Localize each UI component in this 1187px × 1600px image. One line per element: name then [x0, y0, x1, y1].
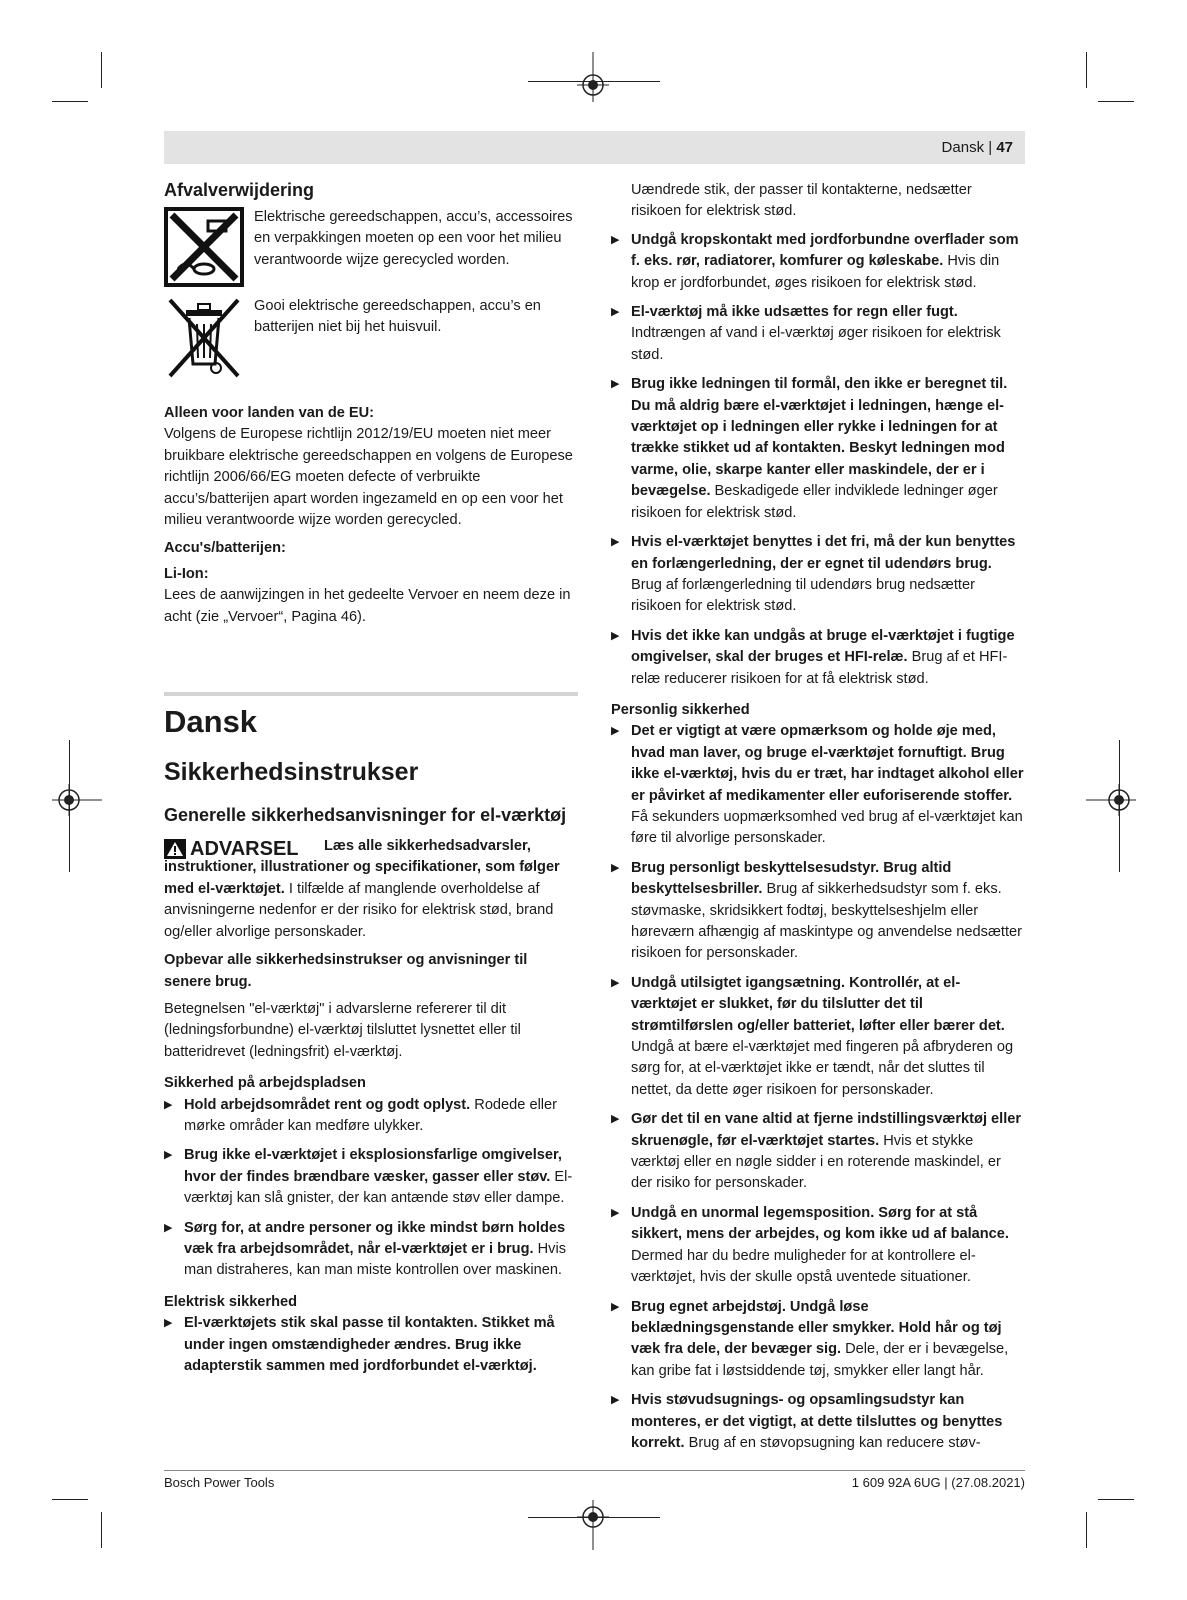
- liion-text: Lees de aanwijzingen in het gedeelte Vervoer en neem deze in acht (zie „Vervoer“, Pagina 46).: [164, 587, 571, 625]
- crop-mark: [101, 52, 102, 88]
- continuation-text: Uændrede stik, der passer til kontakterne, nedsætter risikoen for elektrisk stød.: [631, 182, 972, 220]
- page-header: Dansk | 47: [164, 131, 1025, 164]
- list-item: ▶ Hvis støvudsugnings- og opsamlingsudstyr kan monteres, er det vigtigt, at dette tilsluttes og benyttes korrekt. Brug af en støvopsugning kan reducere støv-: [611, 1390, 1025, 1454]
- crop-mark: [52, 101, 88, 102]
- list-item: ▶ Det er vigtigt at være opmærksom og holde øje med, hvad man laver, og bruge el-værktøjet fornuftigt. Brug ikke el-værktøj, hvis du er træt, har indtaget alkohol eller er påvirket af medikamenter eller euforiserende stoffer. Få sekunders uopmærksomhed ved brug af el-værktøjet kan føre til alvorlige personskader.: [611, 721, 1025, 849]
- warning-bold: Læs alle sikkerhedsadvarsler, instruktioner, illustrationer og specifikationer, som følger med el-værktøjet.: [164, 838, 560, 897]
- list-item: ▶ Brug egnet arbejdstøj. Undgå løse beklædningsgenstande eller smykker. Hold hår og tøj væk fra dele, der bevæger sig. Dele, der er i bevægelse, kan gribe fat i løstsiddende tøj, smykker eller langt hår.: [611, 1297, 1025, 1383]
- personal-heading: Personlig sikkerhed: [611, 701, 750, 718]
- keep-instructions: Opbevar alle sikkerhedsinstrukser og anvisninger til senere brug.: [164, 952, 528, 990]
- registration-mark-icon: [1086, 784, 1136, 816]
- registration-mark-icon: [577, 1500, 609, 1550]
- eu-heading: Alleen voor landen van de EU:: [164, 405, 375, 421]
- disposal-text-1: Elektrische gereedschappen, accu’s, accessoires en verpakkingen moeten op een voor het milieu verantwoorde wijze gerecycled worden.: [254, 209, 573, 268]
- safety-title: Sikkerhedsinstrukser: [164, 758, 419, 787]
- term-text: Betegnelsen "el-værktøj" i advarslerne refererer til dit (ledningsforbundne) el-værktøj tilsluttet lysnettet eller til batteridrevet (ledningsfrit) el-værktøj.: [164, 1000, 521, 1060]
- workplace-heading: Sikkerhed på arbejdspladsen: [164, 1075, 366, 1092]
- list-item: ▶ Brug ikke ledningen til formål, den ikke er beregnet til. Du må aldrig bære el-værktøjet i ledningen, hænge el-værktøjet op i ledningen eller rykke i ledningen for at trække stikket ud af kontakten. Beskyt ledningen mod varme, olie, skarpe kanter eller maskindele, der er i bevægelse. Beskadigede eller indviklede ledninger øger risikoen for elektrisk stød.: [611, 374, 1025, 524]
- crop-mark: [101, 1512, 102, 1548]
- language-title: Dansk: [164, 704, 258, 740]
- registration-mark-icon: [577, 52, 609, 102]
- crossed-bin-icon: [164, 296, 244, 380]
- battery-heading: Accu's/batterijen:: [164, 540, 286, 557]
- general-safety-title: Generelle sikkerhedsanvisninger for el-værktøj: [164, 805, 567, 826]
- list-item: ▶ Brug ikke el-værktøjet i eksplosionsfarlige omgivelser, hvor der findes brændbare væsker, gasser eller støv. El-værktøj kan slå gnister, der kan antænde støv eller dampe.: [164, 1145, 578, 1209]
- registration-mark-icon: [52, 784, 102, 816]
- crop-mark: [1098, 1499, 1134, 1500]
- list-item: ▶ El-værktøjets stik skal passe til kontakten. Stikket må under ingen omstændigheder ændres. Brug ikke adapterstik sammen med jordforbundet el-værktøj.: [164, 1313, 578, 1377]
- list-item: ▶ Undgå utilsigtet igangsætning. Kontrollér, at el-værktøjet er slukket, før du tilslutter det til strømtilførslen og/eller batteriet, løfter eller bærer det. Undgå at bære el-værktøjet med fingeren på afbryderen og sørg for, at el-værktøjet ikke er tændt, når det sluttes til nettet, da dette øger risikoen for personskader.: [611, 973, 1025, 1101]
- warning-text: I tilfælde af manglende overholdelse af anvisningerne nedenfor er der risiko for elektrisk stød, brand og/eller alvorlige personskader.: [164, 880, 554, 940]
- list-item: ▶ Undgå kropskontakt med jordforbundne overflader som f. eks. rør, radiatorer, komfurer og køleskabe. Hvis din krop er jordforbundet, øges risikoen for elektrisk stød.: [611, 230, 1025, 294]
- disposal-text-2: Gooi elektrische gereedschappen, accu’s en batterijen niet bij het huisvuil.: [254, 298, 541, 336]
- crop-mark: [52, 1499, 88, 1500]
- list-item: ▶ Gør det til en vane altid at fjerne indstillingsværktøj eller skruenøgle, før el-værktøjet startes. Hvis et stykke værktøj eller en nøgle sidder i en roterende maskindel, er der risiko for personskader.: [611, 1109, 1025, 1195]
- list-item: ▶ Brug personligt beskyttelsesudstyr. Brug altid beskyttelsesbriller. Brug af sikkerhedsudstyr som f. eks. støvmaske, skridsikkert fodtøj, beskyttelseshjelm eller høreværn afhængig af maskintype og anvendelse nedsætter risikoen for personskader.: [611, 858, 1025, 965]
- warning-icon: [164, 839, 186, 859]
- header-section: Dansk: [941, 139, 985, 156]
- crop-mark: [1098, 101, 1134, 102]
- eu-text: Volgens de Europese richtlijn 2012/19/EU moeten niet meer bruikbare elektrische gereedschappen en volgens de Europese richtlijn 2006/66/EG moeten defecte of verbruikte accu’s/batterijen apart worden ingezameld en op een voor het milieu verantwoorde wijze worden gerecycled.: [164, 426, 573, 529]
- left-column: [164, 180, 578, 1385]
- list-item: ▶ Sørg for, at andre personer og ikke mindst børn holdes væk fra arbejdsområdet, når el-værktøjet er i brug. Hvis man distraheres, kan man miste kontrollen over maskinen.: [164, 1218, 578, 1282]
- list-item: ▶ Undgå en unormal legemsposition. Sørg for at stå sikkert, mens der arbejdes, og kom ikke ud af balance. Dermed har du bedre muligheder for at kontrollere el-værktøjet, hvis der skulle opstå uventede situationer.: [611, 1203, 1025, 1289]
- crop-mark: [69, 740, 70, 872]
- right-column: [611, 180, 1025, 1462]
- disposal-heading: Afvalverwijdering: [164, 180, 315, 200]
- list-item: ▶ Hvis det ikke kan undgås at bruge el-værktøjet i fugtige omgivelser, skal der bruges et HFI-relæ. Brug af et HFI-relæ reducerer risikoen for at få elektrisk stød.: [611, 626, 1025, 690]
- page-number: 47: [996, 139, 1013, 156]
- list-item: ▶ El-værktøj må ikke udsættes for regn eller fugt. Indtrængen af vand i el-værktøj øger risikoen for elektrisk stød.: [611, 302, 1025, 366]
- liion-heading: Li-Ion:: [164, 565, 209, 582]
- page-footer: [164, 1470, 1025, 1490]
- crop-mark: [528, 81, 660, 82]
- crop-mark: [1119, 740, 1120, 872]
- crop-mark: [1086, 1512, 1087, 1548]
- list-item: ▶ Hvis el-værktøjet benyttes i det fri, må der kun benyttes en forlængerledning, der er egnet til udendørs brug. Brug af forlængerledning til udendørs brug nedsætter risikoen for elektrisk stød.: [611, 532, 1025, 618]
- crop-mark: [528, 1517, 660, 1518]
- electrical-heading: Elektrisk sikkerhed: [164, 1293, 298, 1310]
- section-divider: [164, 692, 578, 696]
- footer-brand: Bosch Power Tools: [164, 1475, 275, 1490]
- crop-mark: [1086, 52, 1087, 88]
- no-household-waste-icon: [164, 207, 244, 287]
- footer-doc-id: 1 609 92A 6UG | (27.08.2021): [851, 1475, 1025, 1490]
- warning-label: ADVARSEL: [190, 837, 299, 860]
- list-item: ▶ Hold arbejdsområdet rent og godt oplyst. Rodede eller mørke områder kan medføre ulykker.: [164, 1095, 578, 1138]
